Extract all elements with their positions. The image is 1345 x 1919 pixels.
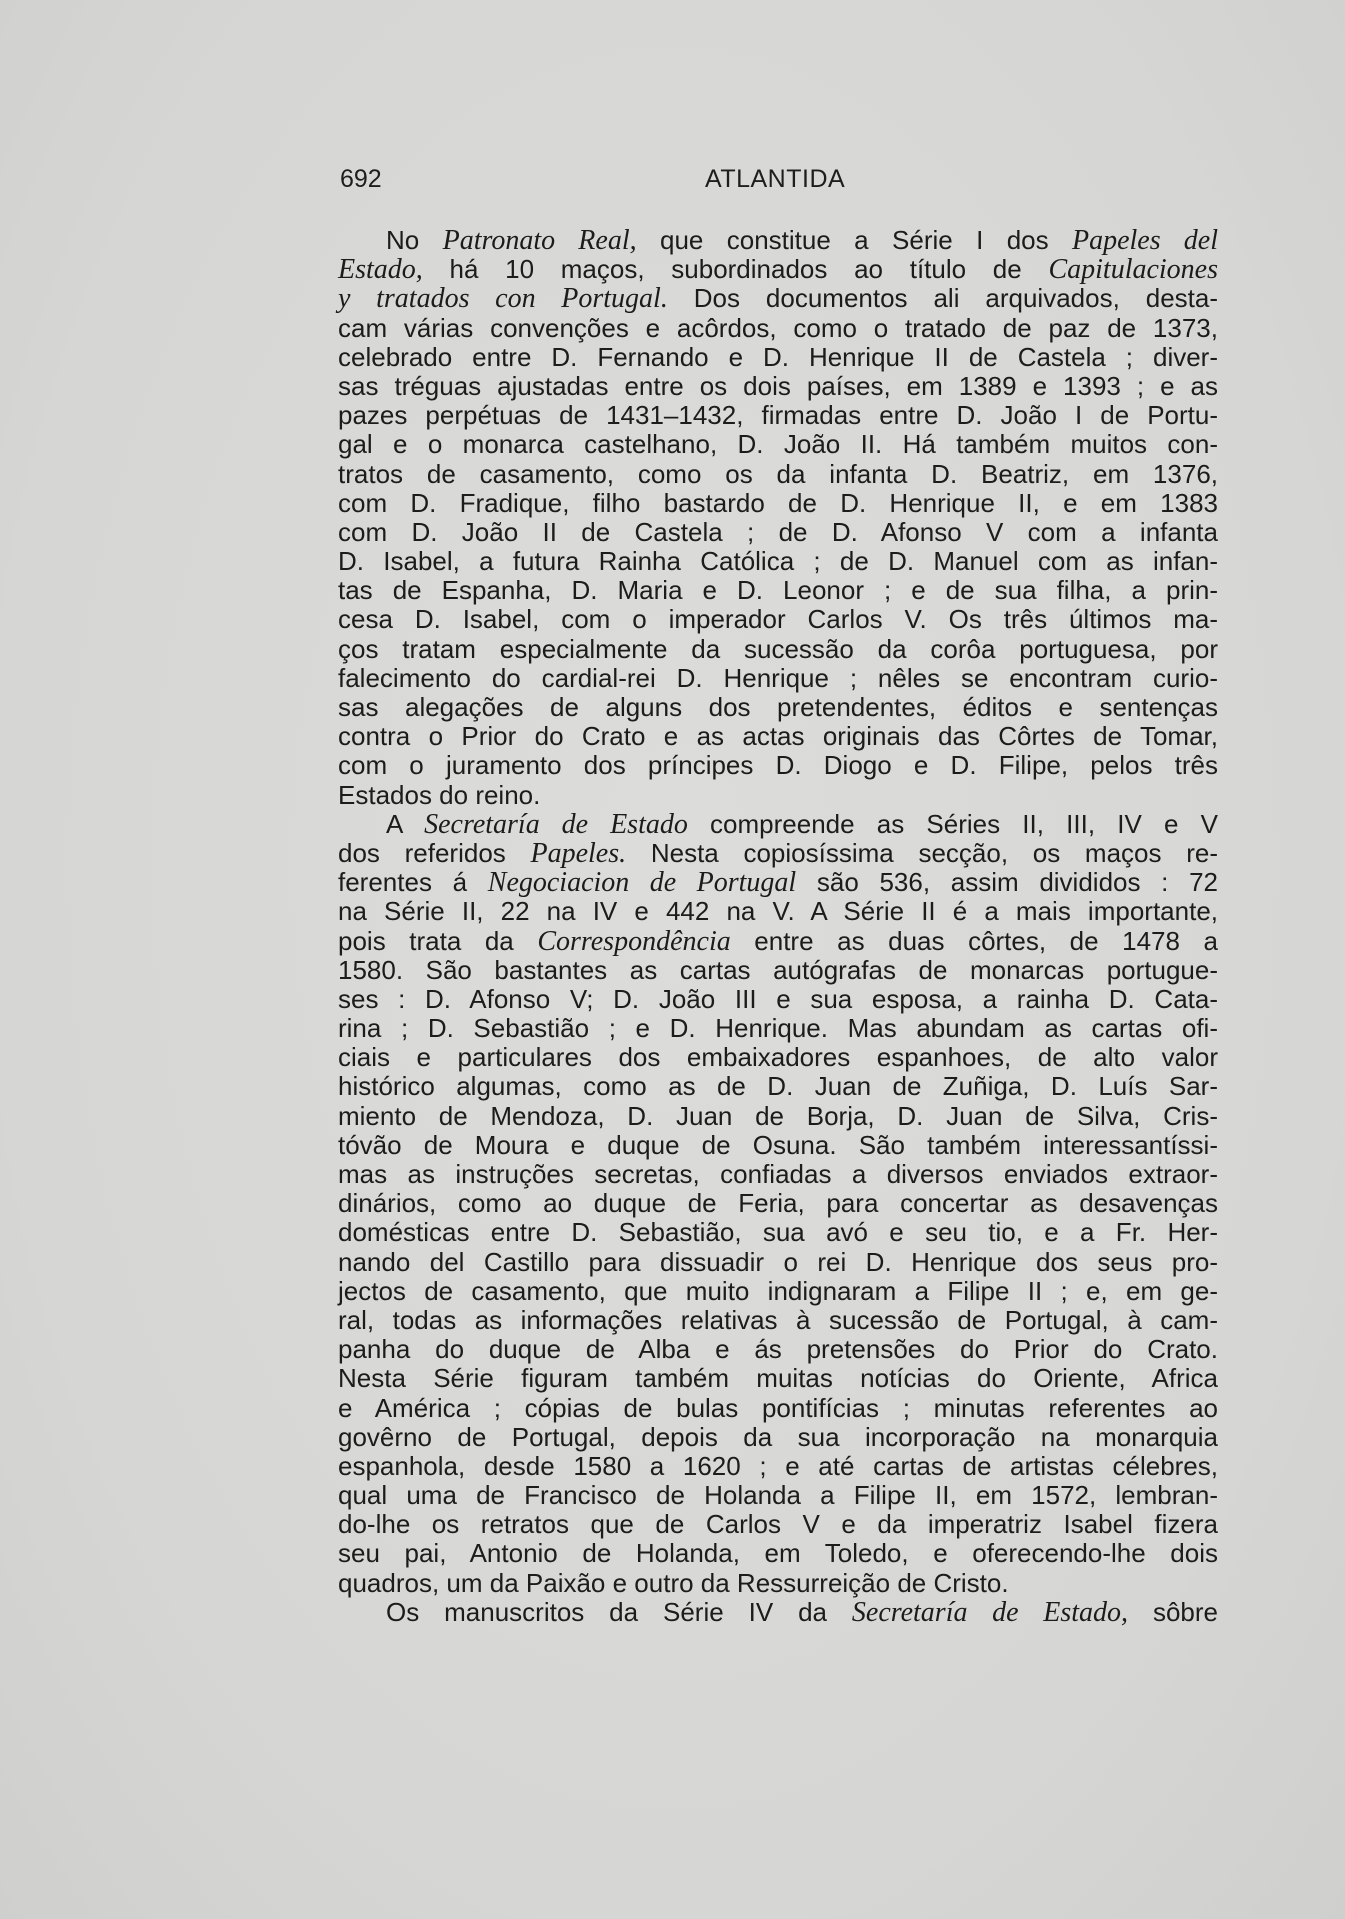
text-line (338, 460, 1218, 489)
text-segment: sas alegações de alguns dos pretendentes, éditos e sentenças (338, 692, 1218, 722)
text-line (338, 751, 1218, 780)
text-line (338, 693, 1218, 722)
text-segment: mas as instruções secretas, confiadas a diversos enviados extraor- (338, 1159, 1218, 1189)
text-segment: Dos documentos ali arquivados, desta- (667, 283, 1218, 314)
text-segment: rina ; D. Sebastião ; e D. Henrique. Mas abundam as cartas ofi- (338, 1013, 1218, 1044)
text-segment: Os manuscritos da Série IV da (386, 1596, 852, 1627)
text-line (338, 1539, 1218, 1568)
text-segment: govêrno de Portugal, depois da sua incorporação na monarquia (338, 1421, 1218, 1452)
text-line (338, 897, 1218, 926)
text-segment: espanhola, desde 1580 a 1620 ; e até cartas de artistas célebres, (338, 1450, 1218, 1481)
text-segment: dos referidos (338, 837, 531, 868)
text-line (338, 1452, 1218, 1481)
text-line (338, 1218, 1218, 1247)
text-line (338, 635, 1218, 664)
text-line (338, 1335, 1218, 1364)
text-segment: Estados do reino. (338, 779, 541, 810)
text-segment: na Série II, 22 na IV e 442 na V. A Série II é a mais importante, (338, 896, 1218, 927)
text-segment: tas de Espanha, D. Maria e D. Leonor ; e de sua filha, a prin- (338, 575, 1218, 606)
body-text (338, 226, 1218, 1627)
text-segment: Nesta copiosíssima secção, os maços re- (626, 837, 1218, 868)
text-segment: com o juramento dos príncipes D. Diogo e D. Filipe, pelos três (338, 750, 1218, 781)
text-segment: celebrado entre D. Fernando e D. Henrique II de Castela ; diver- (338, 341, 1218, 372)
text-line (338, 810, 1218, 839)
text-segment: ciais e particulares dos embaixadores espanhoes, de alto valor (338, 1042, 1218, 1073)
text-line (338, 518, 1218, 547)
text-line (338, 1072, 1218, 1101)
text-segment: domésticas entre D. Sebastião, sua avó e seu tio, e a Fr. Her- (338, 1217, 1218, 1248)
text-segment: dinários, como ao duque de Feria, para concertar as desavenças (338, 1188, 1218, 1219)
text-line (338, 839, 1218, 868)
text-line (338, 576, 1218, 605)
text-segment: histórico algumas, como as de D. Juan de Zuñiga, D. Luís Sar- (338, 1071, 1218, 1102)
italic-text: Patronato Real, (442, 225, 637, 256)
running-title: ATLANTIDA (705, 165, 846, 193)
text-segment: e América ; cópias de bulas pontifícias ; minutas referentes ao (338, 1392, 1218, 1423)
text-line (338, 1423, 1218, 1452)
text-segment: nando del Castillo para dissuadir o rei D. Henrique dos seus pro- (338, 1246, 1218, 1277)
text-segment: gal e o monarca castelhano, D. João II. Há também muitos con- (338, 429, 1218, 460)
text-segment: com D. João II de Castela ; de D. Afonso V com a infanta (338, 516, 1218, 547)
text-segment: falecimento do cardial-rei D. Henrique ; nêles se encontram curio- (338, 662, 1218, 693)
text-segment: panha do duque de Alba e ás pretensões do Prior do Crato. (338, 1334, 1218, 1365)
italic-text: Correspondência (537, 925, 731, 957)
text-line (338, 226, 1218, 255)
text-line (338, 1569, 1218, 1598)
text-segment: qual uma de Francisco de Holanda a Filipe II, em 1572, lembran- (338, 1480, 1218, 1511)
text-line (338, 284, 1218, 313)
text-line (338, 1131, 1218, 1160)
italic-text: Secretaría de Estado (424, 808, 688, 840)
text-segment: entre as duas côrtes, de 1478 a (730, 925, 1218, 956)
text-line (338, 430, 1218, 459)
text-segment: ses : D. Afonso V; D. João III e sua esposa, a rainha D. Cata- (338, 983, 1218, 1014)
text-line (338, 401, 1218, 430)
text-segment: jectos de casamento, que muito indignaram a Filipe II ; e, em ge- (338, 1275, 1218, 1306)
text-segment: tratos de casamento, como os da infanta D. Beatriz, em 1376, (338, 458, 1218, 489)
text-line (338, 927, 1218, 956)
text-segment: com D. Fradique, filho bastardo de D. Henrique II, e em 1383 (338, 487, 1218, 518)
text-segment: cam várias convenções e acôrdos, como o tratado de paz de 1373, (338, 312, 1218, 343)
page-number: 692 (340, 165, 382, 193)
text-line (338, 605, 1218, 634)
italic-text: Capitulaciones (1048, 254, 1218, 286)
text-segment: há 10 maços, subordinados ao título de (422, 254, 1049, 285)
text-line (338, 1598, 1218, 1627)
text-line (338, 314, 1218, 343)
text-segment: sas tréguas ajustadas entre os dois países, em 1389 e 1393 ; e as (338, 370, 1218, 401)
text-line (338, 1277, 1218, 1306)
italic-text: Papeles. (530, 837, 627, 869)
italic-text: Estado, (338, 254, 423, 286)
text-segment: contra o Prior do Crato e as actas originais das Côrtes de Tomar, (338, 721, 1218, 752)
text-line (338, 1306, 1218, 1335)
text-line (338, 1043, 1218, 1072)
text-segment: No (386, 225, 443, 255)
text-segment: que constitue a Série I dos (636, 225, 1072, 255)
text-line (338, 1510, 1218, 1539)
italic-text: Negociacion de Portugal (487, 867, 797, 899)
text-line (338, 372, 1218, 401)
running-head (340, 165, 1210, 195)
text-segment: pois trata da (338, 925, 538, 956)
text-segment: ral, todas as informações relativas à sucessão de Portugal, à cam- (338, 1304, 1218, 1335)
text-segment: quadros, um da Paixão e outro da Ressurreição de Cristo. (338, 1567, 1009, 1598)
text-line (338, 1189, 1218, 1218)
text-line (338, 547, 1218, 576)
italic-text: Papeles del (1072, 225, 1218, 256)
text-line (338, 956, 1218, 985)
text-line (338, 1160, 1218, 1189)
text-segment: sôbre (1128, 1596, 1219, 1627)
text-line (338, 343, 1218, 372)
text-segment: cesa D. Isabel, com o imperador Carlos V. Os três últimos ma- (338, 604, 1218, 635)
text-line (338, 781, 1218, 810)
text-segment: pazes perpétuas de 1431–1432, firmadas entre D. João I de Portu- (338, 400, 1218, 431)
text-segment: do-lhe os retratos que de Carlos V e da imperatriz Isabel fizera (338, 1509, 1218, 1540)
text-segment: 1580. São bastantes as cartas autógrafas de monarcas portugue- (338, 954, 1218, 985)
text-line (338, 664, 1218, 693)
text-segment: são 536, assim divididos : 72 (796, 867, 1218, 898)
text-segment: miento de Mendoza, D. Juan de Borja, D. Juan de Silva, Cris- (338, 1100, 1218, 1131)
text-line (338, 1014, 1218, 1043)
text-segment: ços tratam especialmente da sucessão da corôa portuguesa, por (338, 633, 1218, 664)
text-segment: A (386, 808, 425, 839)
italic-text: y tratados con Portugal. (338, 283, 668, 315)
text-segment: tóvão de Moura e duque de Osuna. São também interessantíssi- (338, 1129, 1218, 1160)
text-line (338, 868, 1218, 897)
text-segment: Nesta Série figuram também muitas notícias do Oriente, Africa (338, 1363, 1218, 1394)
text-line (338, 1364, 1218, 1393)
text-line (338, 1394, 1218, 1423)
text-line (338, 1248, 1218, 1277)
text-line (338, 985, 1218, 1014)
text-line (338, 1481, 1218, 1510)
text-segment: seu pai, Antonio de Holanda, em Toledo, e oferecendo-lhe dois (338, 1538, 1218, 1569)
text-line (338, 489, 1218, 518)
italic-text: Secretaría de Estado, (851, 1596, 1129, 1628)
text-segment: compreende as Séries II, III, IV e V (687, 808, 1219, 839)
text-segment: ferentes á (338, 867, 488, 898)
text-line (338, 722, 1218, 751)
text-line (338, 255, 1218, 284)
text-line (338, 1102, 1218, 1131)
text-segment: D. Isabel, a futura Rainha Católica ; de D. Manuel com as infan- (338, 546, 1218, 577)
